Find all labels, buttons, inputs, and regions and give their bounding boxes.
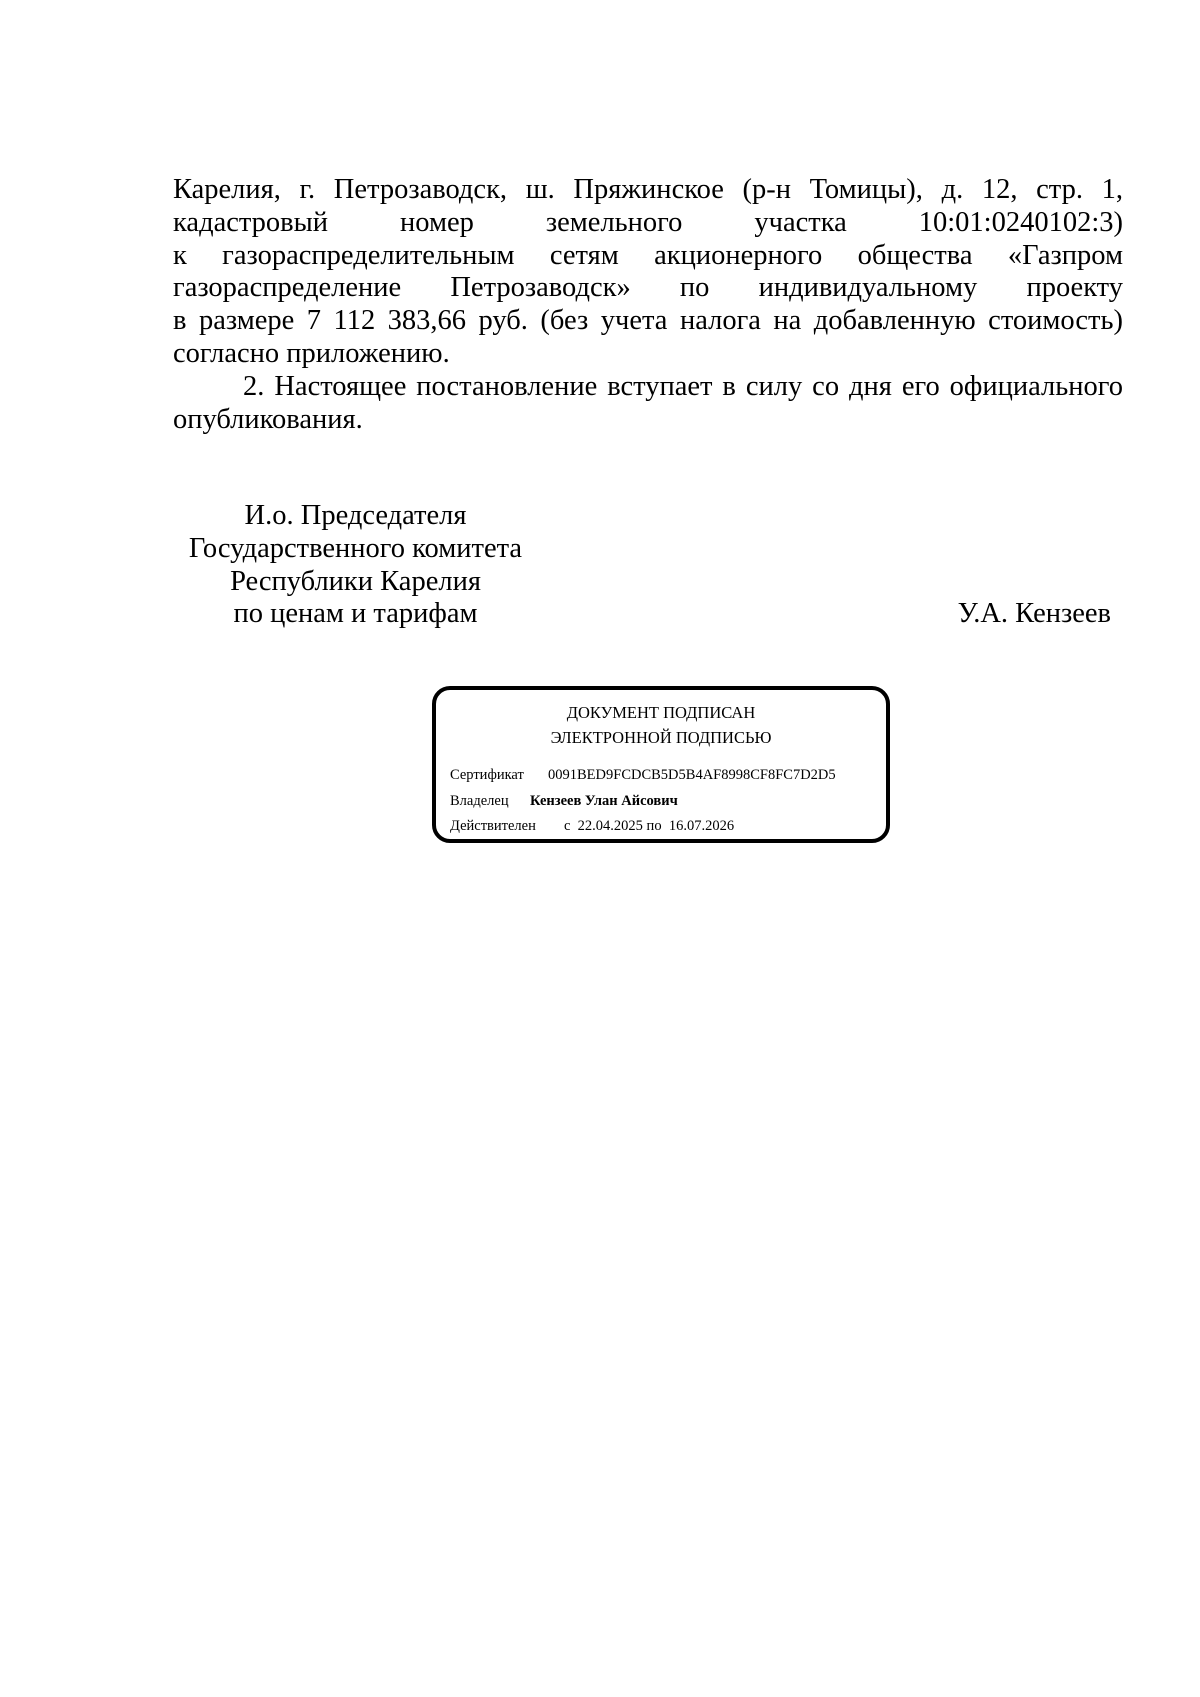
resolution-body-text bbox=[173, 174, 1123, 436]
validity-value: с 22.04.2025 по 16.07.2026 bbox=[564, 818, 735, 834]
stamp-title-line-1: ДОКУМЕНТ ПОДПИСАН bbox=[566, 703, 756, 722]
signatory-title-line: И.о. Председателя bbox=[244, 500, 467, 531]
stamp-title bbox=[436, 700, 886, 750]
stamp-owner-row bbox=[450, 793, 678, 810]
paragraph-2-line-1: 2. Настоящее постановление вступает в силу со дня его официального bbox=[243, 370, 1123, 402]
body-line-6: согласно приложению. bbox=[173, 337, 450, 369]
paragraph-2-line-2: опубликования. bbox=[173, 403, 363, 435]
body-line-4: газораспределение Петрозаводск» по индивидуальному проекту bbox=[173, 272, 1123, 304]
body-line-2: кадастровый номер земельного участка 10:01:0240102:3) bbox=[173, 206, 1123, 238]
signatory-name: У.А. Кензеев bbox=[957, 598, 1111, 629]
body-line-5: в размере 7 112 383,66 руб. (без учета налога на добавленную стоимость) bbox=[173, 305, 1123, 337]
signatory-title-line: Государственного комитета bbox=[188, 532, 523, 564]
stamp-validity-row bbox=[450, 818, 734, 835]
stamp-certificate-row bbox=[450, 767, 836, 784]
body-line-1: Карелия, г. Петрозаводск, ш. Пряжинское (р-н Томицы), д. 12, стр. 1, bbox=[173, 174, 1123, 205]
certificate-value: 0091BED9FCDCB5D5B4AF8998CF8FC7D2D5 bbox=[548, 767, 836, 783]
stamp-title-line-2: ЭЛЕКТРОННОЙ ПОДПИСЬЮ bbox=[550, 728, 772, 747]
certificate-label: Сертификат bbox=[450, 767, 524, 783]
owner-label: Владелец bbox=[450, 793, 509, 809]
owner-value: Кензеев Улан Айсович bbox=[530, 793, 678, 809]
signatory-title-line: по ценам и тарифам bbox=[233, 598, 478, 630]
electronic-signature-stamp bbox=[432, 686, 890, 843]
signatory-title-line: Республики Карелия bbox=[230, 565, 481, 597]
body-line-3: к газораспределительным сетям акционерного общества «Газпром bbox=[173, 239, 1123, 271]
signatory-title bbox=[183, 500, 528, 631]
validity-label: Действителен bbox=[450, 818, 536, 834]
